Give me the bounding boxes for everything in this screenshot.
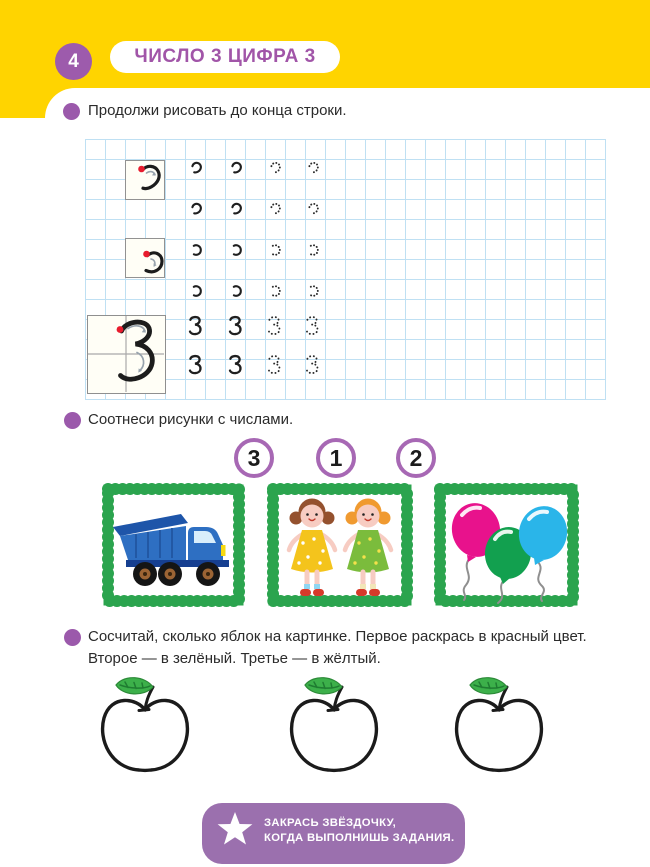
practice-glyph-top-curve-solid: [229, 161, 243, 175]
number-circle-1-value: 1: [329, 444, 343, 471]
number-circle-2: [396, 438, 436, 478]
truck-frame: [102, 483, 245, 607]
banner-line2: КОГДА ВЫПОЛНИШЬ ЗАДАНИЯ.: [264, 831, 455, 844]
apple-outline-3: [449, 672, 549, 788]
task3-line1: Сосчитай, сколько яблок на картинке. Первое раскрась в красный цвет.: [88, 628, 587, 645]
practice-glyph-bottom-curve-dotted: [268, 284, 282, 298]
apple-leaf-icon: [470, 678, 507, 694]
practice-glyph-top-curve-dotted: [268, 161, 282, 175]
practice-glyph-three-solid: [187, 354, 204, 378]
practice-glyph-top-curve-dotted: [306, 161, 320, 175]
apple-leaf-icon: [305, 678, 342, 694]
grid-example-box-three: [87, 315, 166, 394]
truck-wheels: [133, 562, 220, 586]
number-circle-3-value: 3: [247, 444, 261, 471]
practice-glyph-bottom-curve-solid: [229, 243, 243, 257]
banner-text: [264, 816, 454, 845]
truck-picture: [102, 483, 245, 607]
banner-line1: ЗАКРАСЬ ЗВЁЗДОЧКУ,: [264, 817, 397, 829]
practice-glyph-top-curve-solid: [229, 202, 243, 216]
number-circle-1: [316, 438, 356, 478]
practice-glyph-bottom-curve-dotted: [268, 243, 282, 257]
number-circle-3: [234, 438, 274, 478]
practice-glyph-three-dotted: [266, 315, 283, 339]
page-number: 4: [68, 50, 79, 72]
practice-glyph-three-dotted: [266, 354, 283, 378]
grid-example-box-bottom-curve: [125, 238, 165, 278]
task1-label: Продолжи рисовать до конца строки.: [88, 102, 347, 119]
example-bottom-curve-icon: [126, 239, 166, 279]
practice-glyph-top-curve-dotted: [306, 202, 320, 216]
number-circle-2-value: 2: [409, 444, 423, 471]
practice-glyph-three-dotted: [304, 354, 321, 378]
example-top-curve-icon: [126, 161, 166, 201]
star-icon: [216, 811, 254, 849]
practice-glyph-three-solid: [227, 354, 244, 378]
practice-glyph-bottom-curve-solid: [189, 243, 203, 257]
practice-glyph-three-solid: [187, 315, 204, 339]
apple-icon: [95, 672, 195, 788]
grid-example-box-top-curve: [125, 160, 165, 200]
practice-glyph-top-curve-solid: [189, 161, 203, 175]
start-dot-icon: [138, 166, 145, 173]
practice-glyph-top-curve-dotted: [268, 202, 282, 216]
task3-label: [88, 626, 618, 670]
start-dot-icon: [143, 251, 150, 258]
practice-glyph-bottom-curve-dotted: [306, 284, 320, 298]
apple-icon: [449, 672, 549, 788]
task3-line2: Второе — в зелёный. Третье — в жёлтый.: [88, 650, 381, 667]
apple-outline-2: [284, 672, 384, 788]
dolls-frame: [267, 483, 413, 607]
guide-arrow-icon: [128, 326, 145, 331]
practice-glyph-bottom-curve-solid: [189, 284, 203, 298]
balloons-frame: [434, 483, 579, 607]
page-title: ЧИСЛО 3 ЦИФРА 3: [134, 46, 316, 67]
task1-bullet-icon: [63, 103, 80, 120]
page-title-pill: [110, 41, 340, 73]
dolls-picture: [267, 483, 413, 607]
practice-glyph-bottom-curve-dotted: [306, 243, 320, 257]
practice-glyph-top-curve-solid: [189, 202, 203, 216]
practice-glyph-three-dotted: [304, 315, 321, 339]
practice-grid: [85, 139, 606, 400]
task2-label: Соотнеси рисунки с числами.: [88, 411, 294, 428]
task2-bullet-icon: [64, 412, 81, 429]
content-card-left: [0, 118, 46, 867]
start-dot-icon: [117, 326, 124, 333]
completion-banner: [202, 803, 465, 864]
practice-glyph-bottom-curve-solid: [229, 284, 243, 298]
apple-outline-1: [95, 672, 195, 788]
guide-arrow-icon: [137, 353, 144, 372]
page-number-badge: [55, 43, 92, 80]
practice-glyph-three-solid: [227, 315, 244, 339]
apple-icon: [284, 672, 384, 788]
example-three-icon: [88, 316, 164, 392]
apple-leaf-icon: [116, 678, 153, 694]
balloons-picture: [434, 483, 579, 607]
task3-bullet-icon: [64, 629, 81, 646]
